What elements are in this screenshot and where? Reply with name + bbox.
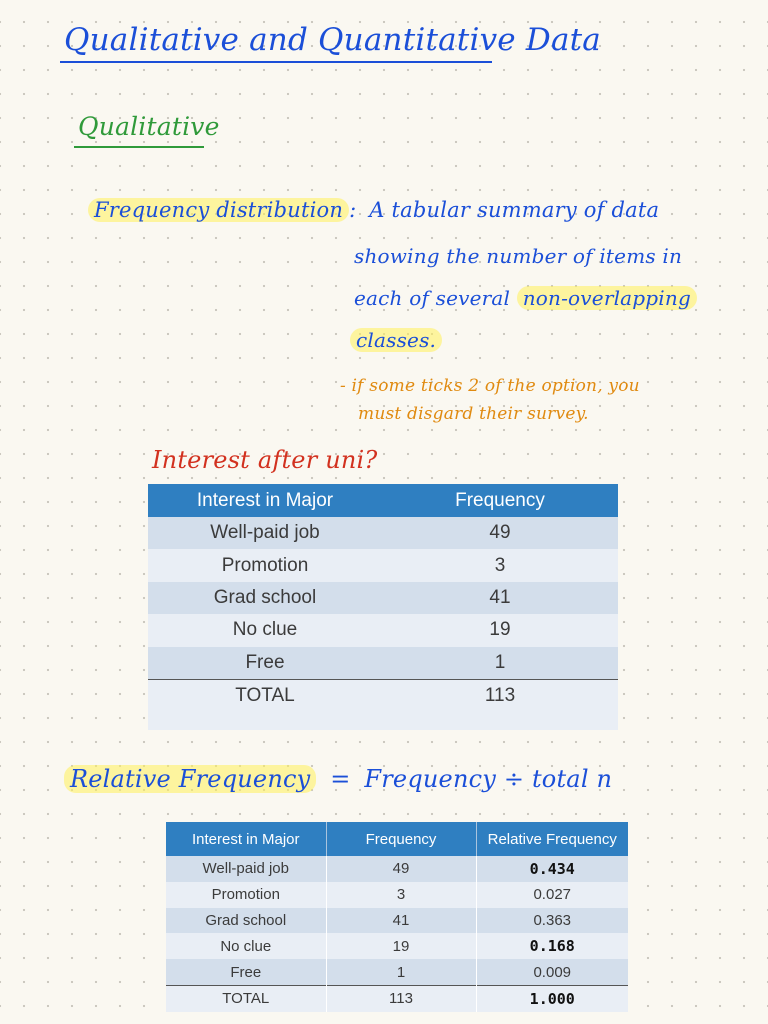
table-cell: 0.363: [476, 908, 628, 934]
table-cell: 113: [326, 985, 476, 1011]
column-header: Interest in Major: [148, 484, 382, 517]
table-row: [166, 959, 628, 985]
note-line-1: - if some ticks 2 of the option, you: [340, 376, 640, 396]
table-total-row: [148, 679, 618, 712]
section-heading: Qualitative: [78, 112, 220, 141]
table-cell: 0.027: [476, 882, 628, 908]
table-row: [166, 882, 628, 908]
table-cell-handwritten: 1.000: [476, 985, 628, 1011]
table-cell: 3: [382, 549, 618, 581]
table-cell-handwritten: 0.434: [476, 856, 628, 882]
table-cell: 0.009: [476, 959, 628, 985]
table-cell: 19: [326, 933, 476, 959]
table-row: [166, 856, 628, 882]
table-row: [148, 582, 618, 614]
table-cell: 1: [382, 647, 618, 680]
formula-equals: =: [330, 765, 351, 793]
section-underline: [74, 146, 204, 148]
definition-line-3-prefix: each of several: [354, 286, 511, 310]
table-cell: Free: [148, 647, 382, 680]
table-total-row: [166, 985, 628, 1011]
table-cell: TOTAL: [148, 679, 382, 712]
table-cell: 49: [382, 517, 618, 549]
table-cell-handwritten: 0.168: [476, 933, 628, 959]
table-row: [148, 549, 618, 581]
definition-colon: :: [349, 198, 357, 222]
table-cell: Grad school: [166, 908, 326, 934]
formula: [64, 765, 612, 793]
table-cell: 3: [326, 882, 476, 908]
formula-term: Relative Frequency: [64, 765, 316, 793]
table-cell: 113: [382, 679, 618, 712]
table-cell: 41: [326, 908, 476, 934]
table-cell: Grad school: [148, 582, 382, 614]
table-cell: Free: [166, 959, 326, 985]
column-header: Frequency: [326, 822, 476, 856]
table-row: [166, 933, 628, 959]
definition-block: [88, 198, 659, 222]
definition-line-2: showing the number of items in: [354, 244, 683, 268]
table-cell: TOTAL: [166, 985, 326, 1011]
table-row: [148, 647, 618, 680]
table-cell: 19: [382, 614, 618, 646]
table-footer-spacer: [148, 712, 618, 730]
table-cell: Well-paid job: [148, 517, 382, 549]
column-header: Interest in Major: [166, 822, 326, 856]
definition-term: Frequency distribution: [88, 198, 349, 222]
definition-line-4: [350, 328, 442, 352]
frequency-table: [148, 484, 618, 730]
relative-frequency-table: [166, 822, 628, 1012]
table-row: [166, 908, 628, 934]
formula-rhs: Frequency ÷ total n: [364, 765, 613, 793]
table-cell: Promotion: [148, 549, 382, 581]
table-header-row: [148, 484, 618, 517]
table-cell: Well-paid job: [166, 856, 326, 882]
column-header: Frequency: [382, 484, 618, 517]
definition-line-3-highlight: non-overlapping: [517, 286, 697, 310]
table-cell: 49: [326, 856, 476, 882]
table-row: [148, 517, 618, 549]
table-cell: No clue: [148, 614, 382, 646]
title-underline: [60, 61, 492, 63]
table-cell: No clue: [166, 933, 326, 959]
column-header: Relative Frequency: [476, 822, 628, 856]
table-header-row: [166, 822, 628, 856]
note-line-2: must disgard their survey.: [358, 404, 589, 424]
table-cell: 41: [382, 582, 618, 614]
table-cell: Promotion: [166, 882, 326, 908]
page-title: Qualitative and Quantitative Data: [64, 22, 601, 58]
definition-line-4-text: classes.: [350, 328, 442, 352]
table-row: [148, 614, 618, 646]
definition-line-1: A tabular summary of data: [369, 198, 660, 222]
table-cell: 1: [326, 959, 476, 985]
table1-caption: Interest after uni?: [152, 446, 378, 474]
definition-line-3: [354, 286, 697, 310]
